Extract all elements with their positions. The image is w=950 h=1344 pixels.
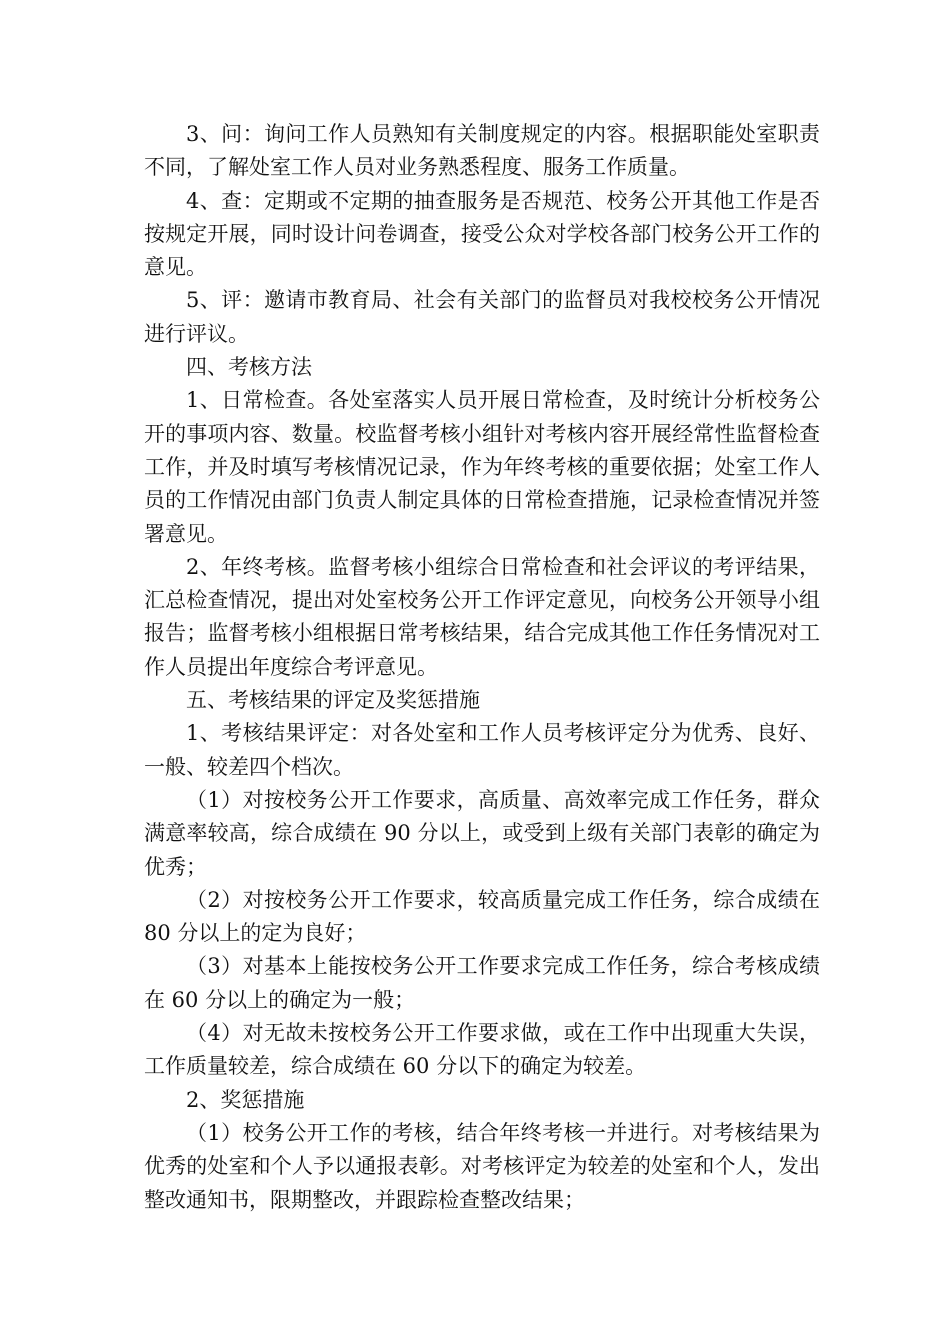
paragraph-grade-poor: （4）对无故未按校务公开工作要求做，或在工作中出现重大失误，工作质量较差，综合成绩在 60 分以下的确定为较差。 xyxy=(144,1021,820,1079)
paragraph-grade-excellent: （1）对按校务公开工作要求，高质量、高效率完成工作任务，群众满意率较高，综合成绩在 90 分以上，或受到上级有关部门表彰的确定为优秀； xyxy=(144,787,820,879)
section-heading-assessment-method: 四、考核方法 xyxy=(186,355,312,380)
paragraph-result-grading: 1、考核结果评定：对各处室和工作人员考核评定分为优秀、良好、一般、较差四个档次。 xyxy=(144,721,820,779)
subheading-rewards-penalties: 2、奖惩措施 xyxy=(186,1087,305,1112)
paragraph-rewards-detail: （1）校务公开工作的考核，结合年终考核一并进行。对考核结果为优秀的处室和个人予以通报表彰。对考核评定为较差的处室和个人，发出整改通知书，限期整改，并跟踪检查整改结果； xyxy=(144,1120,820,1212)
paragraph-evaluate: 5、评：邀请市教育局、社会有关部门的监督员对我校校务公开情况进行评议。 xyxy=(144,288,820,346)
paragraph-annual-assessment: 2、年终考核。监督考核小组综合日常检查和社会评议的考评结果，汇总检查情况，提出对处室校务公开工作评定意见，向校务公开领导小组报告；监督考核小组根据日常考核结果，结合完成其他工作任务情况对工作人员提出年度综合考评意见。 xyxy=(144,554,820,679)
paragraph-grade-good: （2）对按校务公开工作要求，较高质量完成工作任务，综合成绩在80 分以上的定为良好； xyxy=(144,887,820,946)
paragraph-ask: 3、问：询问工作人员熟知有关制度规定的内容。根据职能处室职责不同，了解处室工作人员对业务熟悉程度、服务工作质量。 xyxy=(144,122,820,180)
section-heading-results-and-rewards: 五、考核结果的评定及奖惩措施 xyxy=(186,688,480,713)
paragraph-check: 4、查：定期或不定期的抽查服务是否规范、校务公开其他工作是否按规定开展，同时设计问卷调查，接受公众对学校各部门校务公开工作的意见。 xyxy=(144,188,820,280)
paragraph-daily-check: 1、日常检查。各处室落实人员开展日常检查，及时统计分析校务公开的事项内容、数量。校监督考核小组针对考核内容开展经常性监督检查工作，并及时填写考核情况记录，作为年终考核的重要依据；处室工作人员的工作情况由部门负责人制定具体的日常检查措施，记录检查情况并签署意见。 xyxy=(144,388,820,546)
paragraph-grade-average: （3）对基本上能按校务公开工作要求完成工作任务，综合考核成绩在 60 分以上的确定为一般； xyxy=(144,954,820,1012)
document-body xyxy=(144,118,820,1217)
